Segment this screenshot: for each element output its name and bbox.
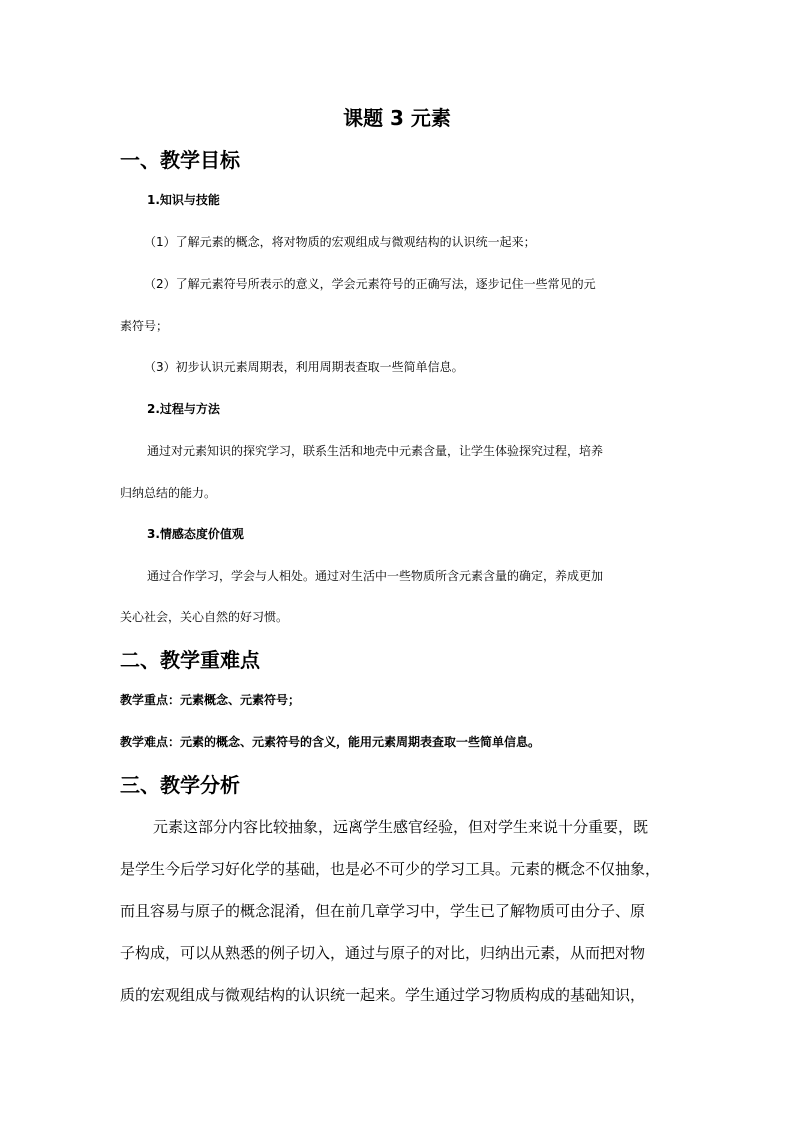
- process-paragraph-line-1: 通过对元素知识的探究学习，联系生活和地壳中元素含量，让学生体验探究过程，培养: [147, 444, 604, 458]
- section-heading-analysis: 三、教学分析: [120, 773, 240, 797]
- document-title: 课题 3 元素: [343, 106, 451, 130]
- analysis-line-2: 是学生今后学习好化学的基础，也是必不可少的学习工具。元素的概念不仅抽象，: [120, 860, 661, 878]
- analysis-line-3: 而且容易与原子的概念混淆，但在前几章学习中，学生已了解物质可由分子、原: [120, 902, 646, 920]
- attitude-paragraph-line-1: 通过合作学习，学会与人相处。通过对生活中一些物质所含元素含量的确定，养成更加: [147, 569, 604, 583]
- subheading-process-method: 2.过程与方法: [147, 402, 220, 416]
- subheading-attitude-values: 3.情感态度价值观: [147, 527, 244, 541]
- goal-item-3: （3）初步认识元素周期表，利用周期表查取一些简单信息。: [144, 360, 464, 374]
- analysis-line-1: 元素这部分内容比较抽象，远离学生感官经验，但对学生来说十分重要，既: [153, 818, 649, 836]
- process-paragraph-line-2: 归纳总结的能力。: [120, 486, 217, 500]
- section-heading-goals: 一、教学目标: [120, 148, 240, 172]
- section-heading-key-points: 二、教学重难点: [120, 648, 260, 672]
- goal-item-1: （1）了解元素的概念，将对物质的宏观组成与微观结构的认识统一起来；: [144, 235, 536, 249]
- subheading-knowledge-skills: 1.知识与技能: [147, 193, 220, 207]
- analysis-line-4: 子构成，可以从熟悉的例子切入，通过与原子的对比，归纳出元素，从而把对物: [120, 944, 646, 962]
- teaching-focus: 教学重点：元素概念、元素符号；: [120, 693, 301, 707]
- teaching-difficulty: 教学难点：元素的概念、元素符号的含义，能用元素周期表查取一些简单信息。: [120, 735, 541, 749]
- goal-item-2-line-2: 素符号；: [120, 319, 169, 333]
- attitude-paragraph-line-2: 关心社会，关心自然的好习惯。: [120, 610, 289, 624]
- goal-item-2-line-1: （2）了解元素符号所表示的意义，学会元素符号的正确写法，逐步记住一些常见的元: [144, 277, 596, 291]
- analysis-line-5: 质的宏观组成与微观结构的认识统一起来。学生通过学习物质构成的基础知识，: [120, 986, 646, 1004]
